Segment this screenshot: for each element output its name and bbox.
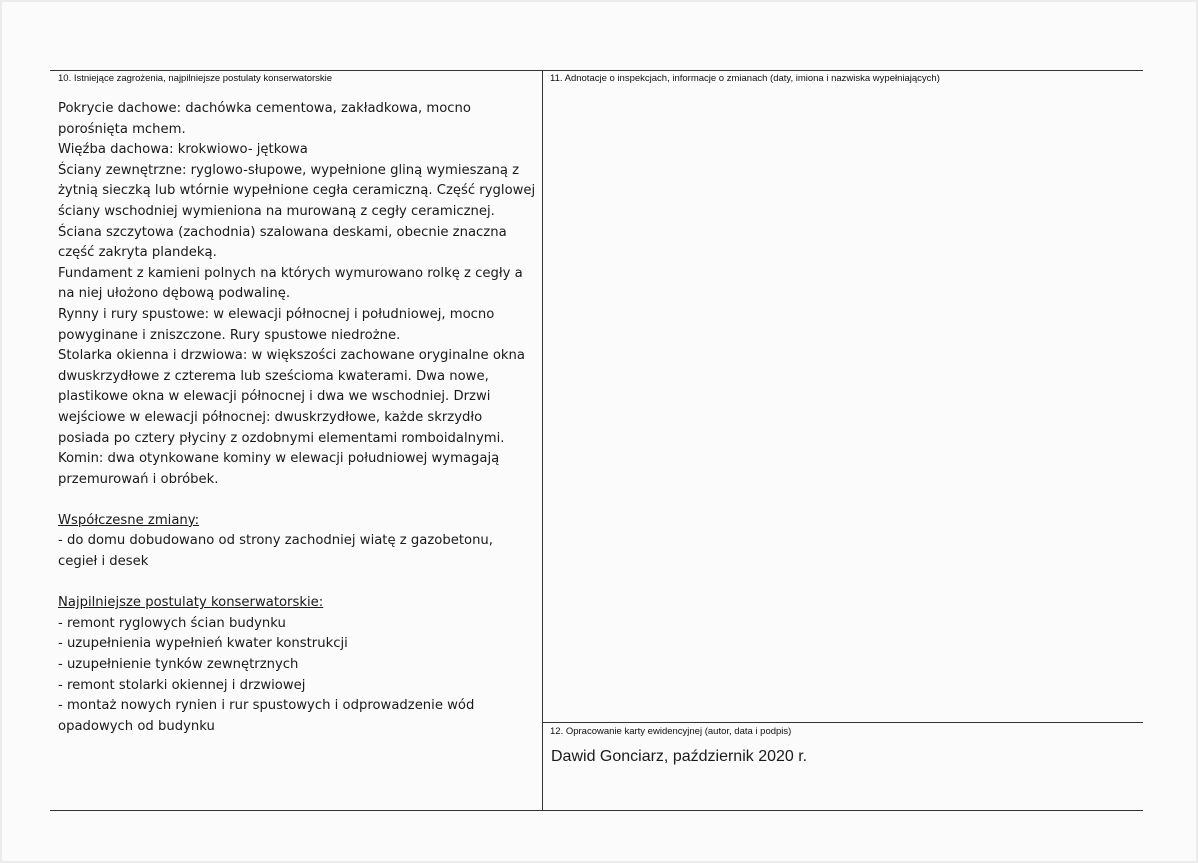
postulate-item: - uzupełnienia wypełnień kwater konstrukcji — [58, 636, 348, 652]
column-divider — [542, 70, 543, 811]
bottom-rule — [50, 810, 1143, 811]
roof-truss-text: Więźba dachowa: krokwiowo- jętkowa — [58, 142, 308, 158]
section-11-header: 11. Adnotacje o inspekcjach, informacje o zmianach (daty, imiona i nazwiska wypełniających) — [550, 73, 940, 84]
gutters-text: Rynny i rury spustowe: w elewacji północnej i południowej, mocno powyginane i zniszczone. Rury spustowe niedrożne. — [58, 306, 495, 343]
postulate-item: - montaż nowych rynien i rur spustowych i odprowadzenie wód opadowych od budynku — [58, 698, 475, 734]
postulate-item: - remont stolarki okiennej i drzwiowej — [58, 677, 306, 693]
section-10-content — [58, 99, 536, 737]
external-walls-text: Ściany zewnętrzne: ryglowo-słupowe, wypełnione gliną wymieszaną z żytnią sieczką lub wtórnie wypełnione cegła ceramiczną. Część ryglowej ściany wschodniej wymieniona na murowaną z cegły ceramicznej. Ściana szczytowa (zachodnia) szalowana deskami, obecnie znaczna część zakryta plandeką. — [58, 162, 536, 261]
postulate-item: - remont ryglowych ścian budynku — [58, 615, 286, 631]
card-author: Dawid Gonciarz, październik 2020 r. — [551, 748, 808, 765]
roof-covering-text: Pokrycie dachowe: dachówka cementowa, zakładkowa, mocno porośnięta mchem. — [58, 101, 471, 137]
section-12-top-rule — [542, 722, 1143, 723]
changes-item: - do domu dobudowano od strony zachodniej wiatę z gazobetonu, cegieł i desek — [58, 533, 493, 570]
postulates-heading: Najpilniejsze postulaty konserwatorskie: — [58, 595, 324, 611]
section-12-header: 12. Opracowanie karty ewidencyjnej (autor, data i podpis) — [550, 726, 792, 737]
section-10-header: 10. Istniejące zagrożenia, najpilniejsze postulaty konserwatorskie — [58, 73, 333, 84]
foundation-text: Fundament z kamieni polnych na których wymurowano rolkę z cegły a na niej ułożono dębową podwalinę. — [58, 265, 523, 302]
joinery-text: Stolarka okienna i drzwiowa: w większości zachowane oryginalne okna dwuskrzydłowe z czterema lub sześcioma kwaterami. Dwa nowe, plastikowe okna w elewacji północnej i dwa we wschodniej. Drzwi wejściowe w elewacji północnej: dwuskrzydłowe, każde skrzydło posiada po cztery płyciny z ozdobnymi elementami romboidalnymi. — [58, 348, 525, 446]
chimney-text: Komin: dwa otynkowane kominy w elewacji południowej wymagają przemurowań i obróbek. — [58, 451, 500, 487]
postulate-item: - uzupełnienie tynków zewnętrznych — [58, 657, 299, 673]
changes-heading: Współczesne zmiany: — [58, 512, 200, 528]
top-rule — [50, 70, 1143, 71]
